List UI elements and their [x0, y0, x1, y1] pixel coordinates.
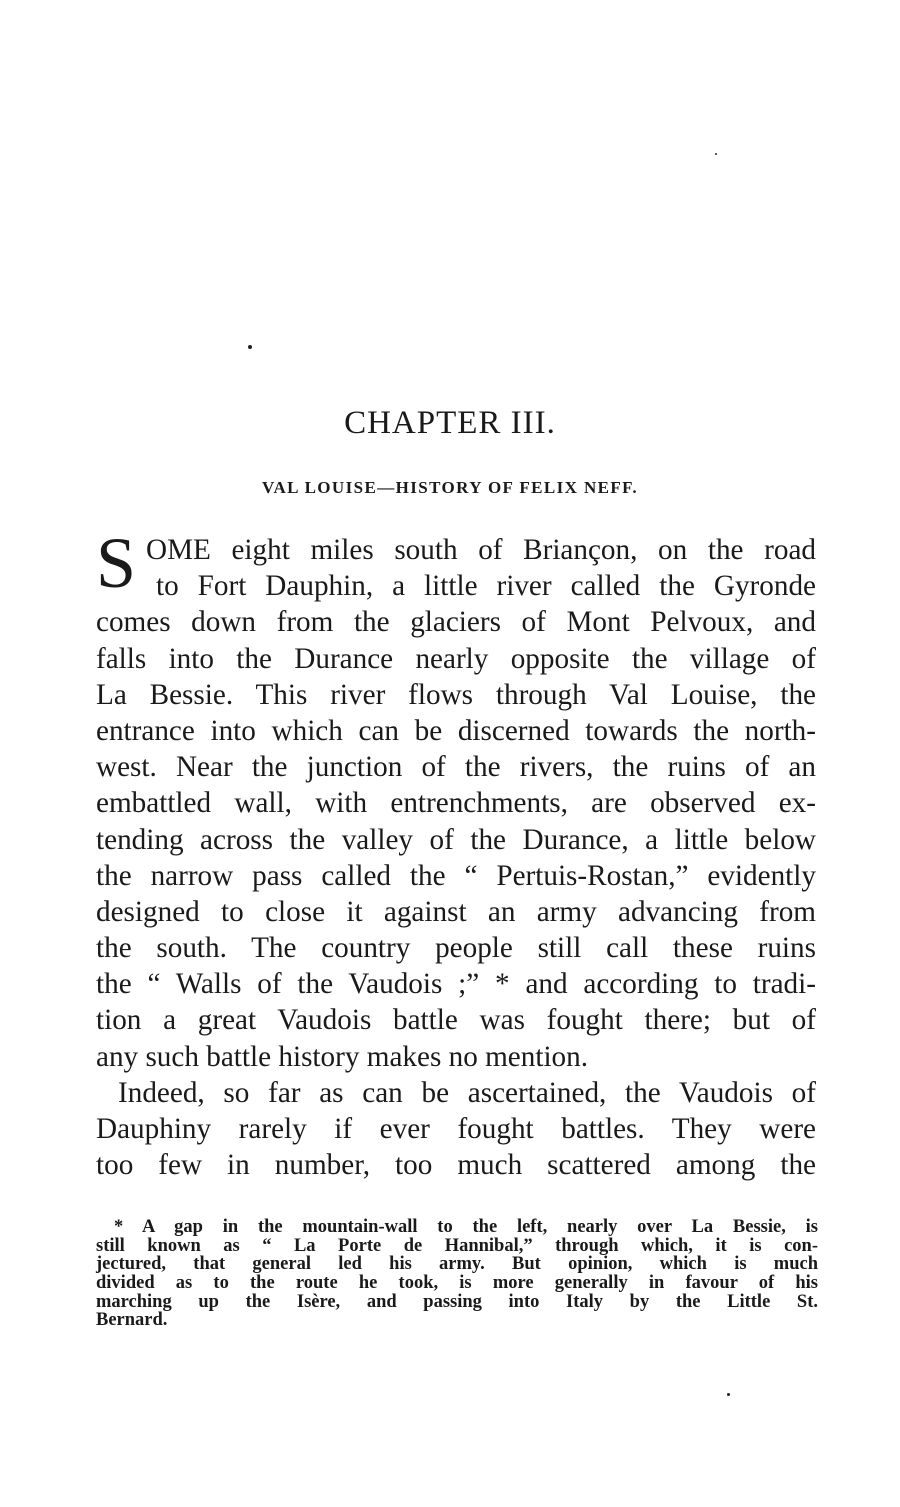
chapter-title: CHAPTER III.: [344, 405, 556, 441]
text-line: La Bessie. This river flows through Val Louise, the: [96, 678, 816, 711]
paragraph-1: [96, 532, 816, 1075]
footnote-line: still known as “ La Porte de Hannibal,” through which, it is con-: [96, 1235, 818, 1256]
text-line: comes down from the glaciers of Mont Pelvoux, and: [96, 606, 816, 639]
text-line: the south. The country people still call these ruins: [96, 932, 816, 965]
text-line: Indeed, so far as can be ascertained, the Vaudois of: [118, 1077, 816, 1109]
text-line: designed to close it against an army advancing from: [96, 895, 816, 928]
text-line: Dauphiny rarely if ever fought battles. They were: [96, 1113, 816, 1146]
text-line: any such battle history makes no mention.: [96, 1040, 589, 1073]
footnote-line: * A gap in the mountain-wall to the left, nearly over La Bessie, is: [114, 1217, 818, 1237]
text-line: to Fort Dauphin, a little river called the Gyronde: [156, 570, 816, 603]
footnote-line: divided as to the route he took, is more generally in favour of his: [96, 1273, 818, 1294]
footnote-line: jectured, that general led his army. But opinion, which is much: [96, 1254, 818, 1275]
text-line: tion a great Vaudois battle was fought there; but of: [96, 1004, 816, 1037]
footnote-line: Bernard.: [96, 1310, 168, 1331]
text-line: the narrow pass called the “ Pertuis-Rostan,” evidently: [96, 859, 816, 892]
text-line: too few in number, too much scattered among the: [96, 1149, 816, 1182]
text-line: OME eight miles south of Briançon, on the road: [146, 534, 816, 566]
chapter-subtitle: VAL LOUISE—HISTORY OF FELIX NEFF.: [261, 478, 639, 497]
text-line: the “ Walls of the Vaudois ;” * and according to tradi-: [96, 968, 816, 1001]
footnote: [96, 1218, 818, 1330]
footnote-line: marching up the Isère, and passing into Italy by the Little St.: [96, 1291, 818, 1312]
drop-cap: S: [96, 523, 137, 603]
ink-speck: [727, 1393, 730, 1396]
text-line: falls into the Durance nearly opposite the village of: [96, 642, 816, 675]
text-line: tending across the valley of the Durance, a little below: [96, 823, 816, 856]
text-line: entrance into which can be discerned towards the north-: [96, 714, 816, 747]
text-line: west. Near the junction of the rivers, the ruins of an: [96, 751, 816, 784]
ink-speck: [715, 153, 717, 155]
paragraph-2: [96, 1075, 816, 1184]
ink-speck: [248, 345, 252, 349]
text-line: embattled wall, with entrenchments, are observed ex-: [96, 787, 816, 820]
